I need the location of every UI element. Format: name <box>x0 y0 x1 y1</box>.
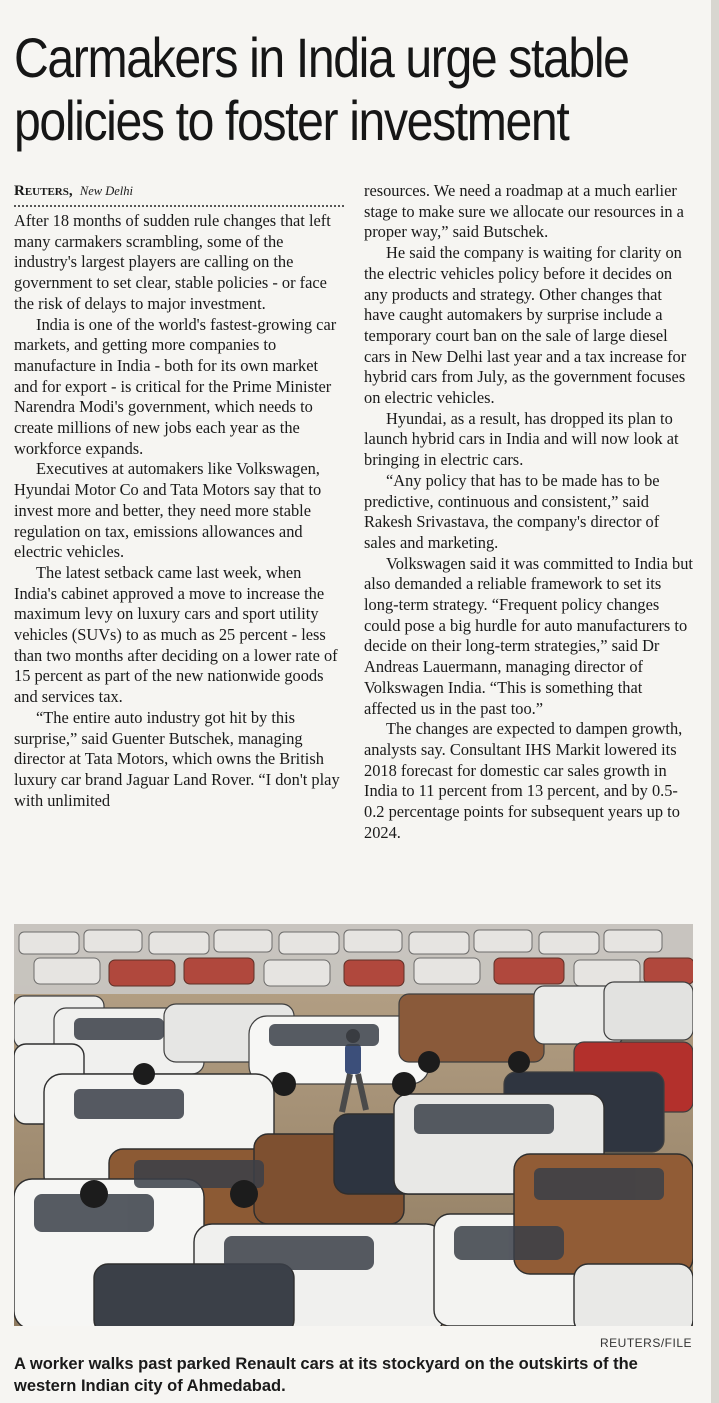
headline <box>14 26 702 152</box>
paragraph: Executives at automakers like Volkswagen, Hyundai Motor Co and Tata Motors say that to invest more and better, they need more stable regulation on tax, emissions allowances and electric vehicles. <box>14 459 322 562</box>
article-column-right <box>364 181 694 844</box>
article-column-left <box>14 181 344 811</box>
paragraph: He said the company is waiting for clarity on the electric vehicles policy before it decides on any products and strategy. Other changes that have caught automakers by surprise include a temporary court ban on the sale of large diesel cars in New Delhi last year and a tax increase for hybrid cars from July, as the government focuses on electric vehicles. <box>364 243 687 408</box>
headline-line-2: policies to foster investment <box>14 89 569 152</box>
byline <box>14 181 344 207</box>
byline-place: New Delhi <box>79 184 133 198</box>
paragraph: After 18 months of sudden rule changes that left many carmakers scrambling, some of the industry's largest players are calling on the government to set clear, stable policies - or face the risk of delays to major investment. <box>14 211 331 313</box>
paragraph: India is one of the world's fastest-growing car markets, and getting more companies to manufacture in India - both for its own market and for export - is critical for the Prime Minister Narendra Modi's government, which needs to create millions of new jobs each year as the workforce expands. <box>14 314 337 458</box>
news-photo <box>14 924 693 1326</box>
parked-cars-illustration <box>14 924 693 1326</box>
photo-credit: REUTERS/FILE <box>599 1336 692 1350</box>
paragraph: The changes are expected to dampen growth, analysts say. Consultant IHS Markit lowered its 2018 forecast for domestic car sales growth in India to 11 percent from 13 percent, and by 0.5-0.2 percentage points for subsequent years up to 2024. <box>364 719 683 842</box>
photo-caption: A worker walks past parked Renault cars at its stockyard on the outskirts of the western Indian city of Ahmedabad. <box>14 1355 638 1395</box>
headline-line-1: Carmakers in India urge stable <box>14 26 629 89</box>
paragraph: The latest setback came last week, when India's cabinet approved a move to increase the maximum levy on luxury cars and sport utility vehicles (SUVs) to as much as 25 percent - less than two months after deciding on a lower rate of 15 percent as part of the new nationwide goods and services tax. <box>14 562 338 707</box>
page-edge <box>711 0 719 1403</box>
paragraph: “The entire auto industry got hit by this surprise,” said Guenter Butschek, managing director at Tata Motors, which owns the British luxury car brand Jaguar Land Rover. “I don't play with unlimited <box>14 707 340 810</box>
paragraph: resources. We need a roadmap at a much earlier stage to make sure we allocate our resources in a proper way,” said Butschek. <box>364 181 684 242</box>
paragraph: Hyundai, as a result, has dropped its plan to launch hybrid cars in India and will now look at bringing in electric cars. <box>364 408 679 470</box>
byline-agency: Reuters, <box>14 183 73 199</box>
paragraph: “Any policy that has to be made has to be predictive, continuous and consistent,” said Rakesh Srivastava, the company's director of sales and marketing. <box>364 470 660 552</box>
paragraph: Volkswagen said it was committed to India but also demanded a reliable framework to set its long-term strategy. “Frequent policy changes could pose a big hurdle for auto manufacturers to decide on their long-term strategies,” said Dr Andreas Lauermann, managing director of Volkswagen India. “This is something that affected us in the past too.” <box>364 553 693 718</box>
